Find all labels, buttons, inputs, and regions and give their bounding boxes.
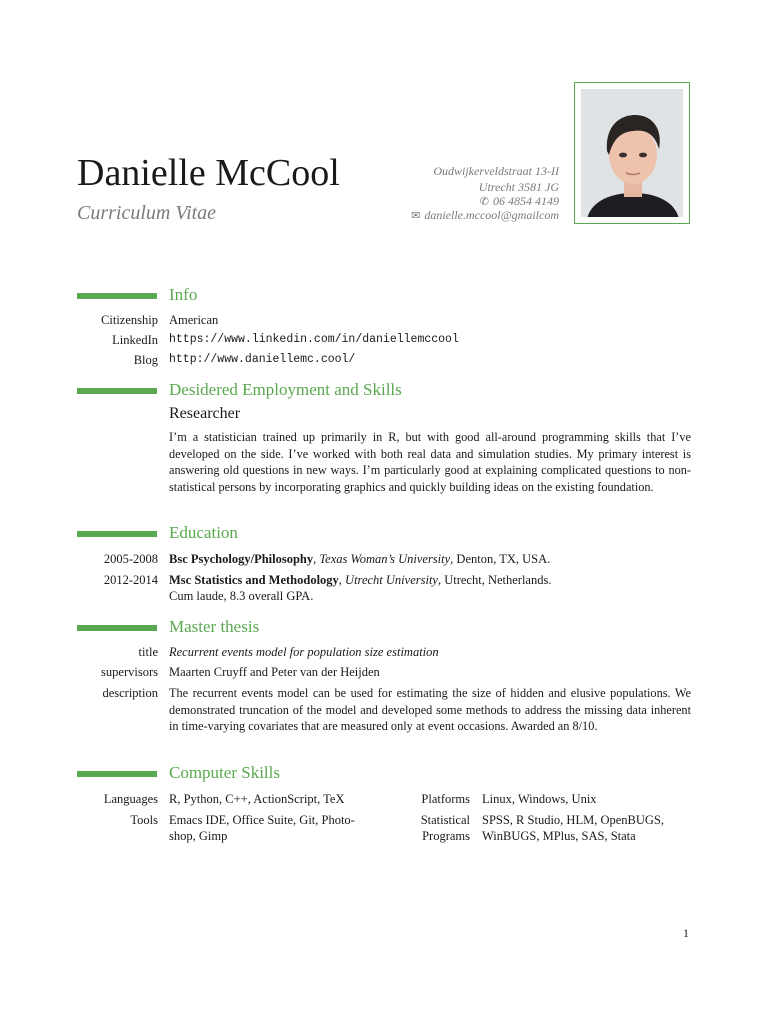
blog-label: Blog [133, 353, 158, 367]
education-entry: Msc Statistics and Methodology, Utrecht University, Utrecht, Netherlands. [169, 573, 552, 587]
cv-subtitle: Curriculum Vitae [77, 202, 217, 224]
linkedin-link[interactable]: https://www.linkedin.com/in/daniellemccool [169, 333, 459, 346]
languages-value: R, Python, C++, ActionScript, TeX [169, 792, 345, 806]
tools-value: Emacs IDE, Office Suite, Git, Photo-shop, Gimp [169, 813, 355, 843]
portrait-image [581, 89, 683, 217]
email-address[interactable]: danielle.mccool@gmailcom [424, 208, 559, 222]
description-label: description [102, 686, 158, 700]
statistical-programs-value: SPSS, R Studio, HLM, OpenBUGS, WinBUGS, MPlus, SAS, Stata [482, 813, 664, 843]
address-line-1: Oudwijkerveldstraat 13-II [433, 164, 559, 178]
education-section-bar [77, 531, 157, 537]
employment-section-bar [77, 388, 157, 394]
thesis-section-bar [77, 625, 157, 631]
employment-summary: I’m a statistician trained up primarily in R, but with good all-around programming skills that I’ve developed on the side. I’ve worked with both real data and simulation studies. My primary interest is answering old questions in new ways. I’m particularly good at explaining complicated questions to non-statistical persons by incorporating graphics and quickly building ideas on the existing foundation. [169, 430, 691, 494]
thesis-description: The recurrent events model can be used for estimating the size of hidden and elusive populations. We demonstrated truncation of the model and developed some methods to address the missing data inherent in time-varying covariates that are measured only at event occasions. Awarded an 8/10. [169, 686, 691, 733]
supervisors-value: Maarten Cruyff and Peter van der Heijden [169, 665, 380, 679]
platforms-value: Linux, Windows, Unix [482, 792, 597, 806]
phone-icon: ✆ [479, 196, 489, 208]
profile-photo [574, 82, 690, 224]
info-section-bar [77, 293, 157, 299]
linkedin-label: LinkedIn [112, 333, 158, 347]
statistical-programs-label: Statistical Programs [420, 813, 470, 843]
school-name: Texas Woman’s University [319, 552, 451, 566]
thesis-section-title: Master thesis [169, 617, 260, 636]
employment-section-title: Desidered Employment and Skills [169, 380, 402, 399]
desired-role: Researcher [169, 405, 241, 422]
email-row[interactable] [319, 208, 559, 224]
school-location: , Denton, TX, USA. [450, 552, 551, 566]
education-section-title: Education [169, 523, 238, 542]
school-name: Utrecht University [345, 573, 438, 587]
languages-label: Languages [103, 792, 158, 806]
citizenship-label: Citizenship [101, 313, 158, 327]
envelope-icon: ✉ [411, 210, 421, 222]
page-number: 1 [683, 926, 689, 940]
phone-number: 06 4854 4149 [493, 194, 559, 208]
thesis-title-label: title [138, 645, 158, 659]
address-line-2: Utrecht 3581 JG [478, 180, 559, 194]
info-section-title: Info [169, 285, 198, 304]
supervisors-label: supervisors [101, 665, 158, 679]
school-location: , Utrecht, Netherlands. [437, 573, 552, 587]
portrait-drawing [581, 89, 683, 217]
education-years: 2012-2014 [103, 573, 158, 587]
education-note: Cum laude, 8.3 overall GPA. [169, 589, 314, 603]
degree-name: Msc Statistics and Methodology [169, 573, 339, 587]
citizenship-value: American [169, 313, 219, 327]
education-years: 2005-2008 [103, 552, 158, 566]
education-entry: Bsc Psychology/Philosophy, Texas Woman’s University, Denton, TX, USA. [169, 552, 551, 566]
blog-link[interactable]: http://www.daniellemc.cool/ [169, 353, 356, 366]
tools-label: Tools [130, 813, 158, 827]
skills-section-bar [77, 771, 157, 777]
cv-name: Danielle McCool [77, 152, 340, 194]
degree-name: Bsc Psychology/Philosophy [169, 552, 314, 566]
skills-section-title: Computer Skills [169, 763, 280, 782]
thesis-title-value: Recurrent events model for population size estimation [169, 645, 439, 659]
platforms-label: Platforms [421, 792, 470, 806]
